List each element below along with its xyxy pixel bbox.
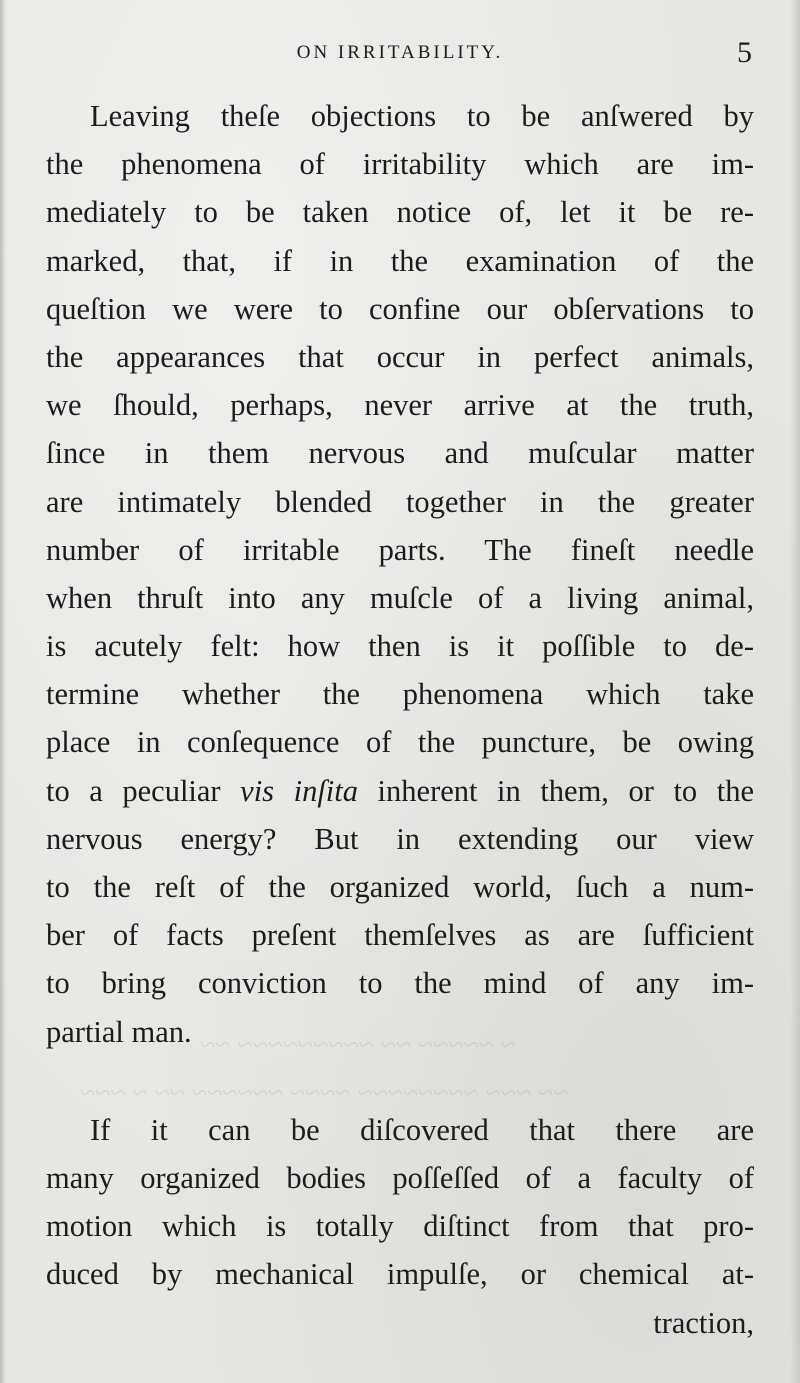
text-line: motion which is totally diſtinct from that pro-: [46, 1209, 754, 1244]
paragraph-gap: [46, 1056, 754, 1106]
text-line: marked, that, if in the examination of the: [46, 243, 754, 278]
text-line: the appearances that occur in perfect animals,: [46, 339, 754, 374]
text-line: Leaving theſe objections to be anſwered by: [90, 99, 754, 133]
text-segment: to a peculiar: [46, 773, 241, 808]
italic-latin-phrase: vis inſita: [240, 773, 358, 808]
text-line: queſtion we were to confine our obſervations to: [46, 291, 754, 326]
page-edge-left: [0, 0, 6, 1383]
page-number: 5: [737, 36, 752, 69]
page-edge-right: [790, 0, 800, 1383]
text-line: are intimately blended together in the greater: [46, 484, 754, 519]
text-line: is acutely felt: how then is it poſſible to de-: [46, 629, 754, 664]
text-line: mediately to be taken notice of, let it be re-: [46, 195, 754, 230]
text-line: If it can be diſcovered that there are: [90, 1112, 754, 1147]
text-line: to bring conviction to the mind of any im-: [46, 966, 754, 1001]
text-line: place in conſequence of the puncture, be owing: [46, 725, 754, 760]
catchword: traction,: [653, 1305, 754, 1340]
text-line: number of irritable parts. The fineſt needle: [46, 532, 754, 567]
text-line: to the reſt of the organized world, ſuch a num-: [46, 870, 754, 904]
text-line: many organized bodies poſſeſſed of a faculty of: [46, 1160, 754, 1195]
body-text: [46, 92, 754, 1347]
text-line: when thruſt into any muſcle of a living animal,: [46, 580, 754, 615]
text-line: termine whether the phenomena which take: [46, 677, 754, 712]
text-line: partial man.: [46, 1014, 192, 1049]
text-segment: inherent in them, or to the: [358, 773, 754, 808]
text-line: duced by mechanical impulſe, or chemical at-: [46, 1257, 754, 1292]
running-head: ON IRRITABILITY.: [296, 42, 504, 63]
text-line: ſince in them nervous and muſcular matter: [46, 436, 754, 471]
text-line-with-italic: [46, 767, 754, 815]
text-line: we ſhould, perhaps, never arrive at the truth,: [46, 388, 754, 423]
text-line: the phenomena of irritability which are im-: [46, 147, 754, 182]
show-through-decoration: ~ ~~~~~ ~~ ~~~~~~~~~ ~~: [200, 1030, 516, 1061]
show-through-decoration: ~~ ~~~ ~~~~~~~~ ~~~~ ~~~~~~ ~~ ~ ~~~: [80, 1078, 569, 1109]
text-line: ber of facts preſent themſelves as are ſufficient: [46, 918, 754, 953]
page-header: [46, 36, 754, 76]
text-line: nervous energy? But in extending our view: [46, 821, 754, 856]
